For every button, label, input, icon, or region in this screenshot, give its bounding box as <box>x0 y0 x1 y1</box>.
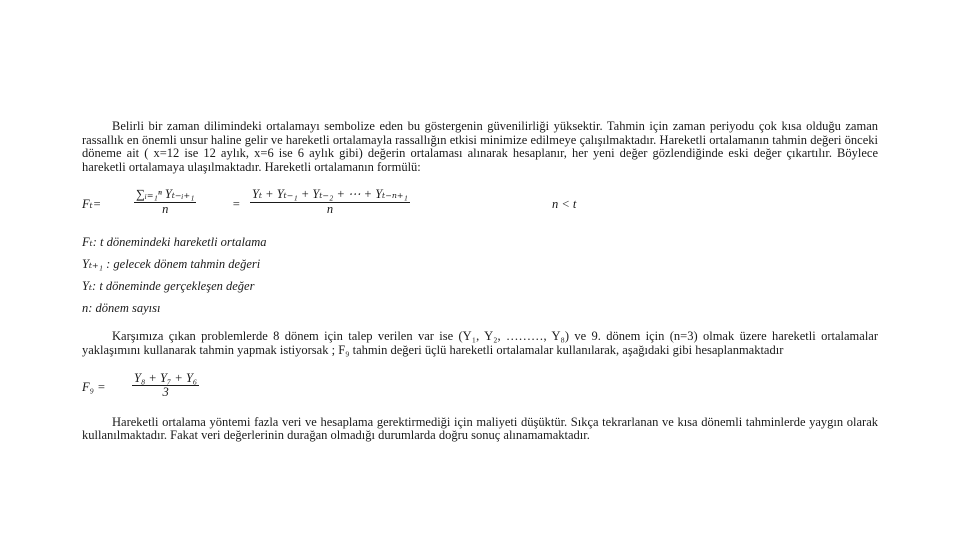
definition-item: n: dönem sayısı <box>82 301 161 316</box>
paragraph-conclusion: Hareketli ortalama yöntemi fazla veri ve hesaplama gerektirmediği için maliyeti düşüktür. Sıkça tekrarlanan ve kısa dönemli tahminlerde yaygın olarak kullanılmaktadır. Fakat veri değerlerinin durağan olmadığı durumlarda doğru sonuç alınamamaktadır. <box>82 414 878 443</box>
definition-item: Fₜ: t dönemindeki hareketli ortalama <box>82 235 267 250</box>
paragraph-intro: Belirli bir zaman dilimindeki ortalamayı sembolize eden bu göstergenin güvenilirliği yüksektir. Tahmin için zaman periyodu çok kısa olduğu zaman rassallık en önemli unsur haline gelir ve hareketli ortalamayla rassallığın etkisi minimize edilmeye çalışılmaktadır. Hareketli ortalamanın tahmin değeri önceki döneme ait ( x=12 ise 12 aylık, x=6 ise 6 aylık gibi) değerin ortalaması alınarak hesaplanır, her yeni değer gözlendiğinde eski değer çıkartılır. Böylece hareketli ortalamaya ulaşılmaktadır. Hareketli ortalamanın formülü: <box>82 119 878 174</box>
definition-item: Yₜ₊₁ : gelecek dönem tahmin değeri <box>82 257 261 272</box>
formula-sum-fraction: $\frac{\text{∑ᵢ₌₁ⁿ Yₜ₋ᵢ₊₁}}{n}$ <box>136 187 195 216</box>
document-body <box>82 120 878 443</box>
f9-lhs: F₉ = <box>82 379 106 394</box>
f9-formula <box>82 372 878 406</box>
paragraph-example: Karşımıza çıkan problemlerde 8 dönem için talep verilen var ise (Y₁, Y₂, ………, Y₈) ve 9. dönem için (n=3) olmak üzere hareketli ortalamalar yaklaşımını kullanarak tahmin yapmak istiyorsak ; F₉ tahmin değeri üçlü hareketli ortalamalar kullanılarak, aşağıdaki gibi hesaplanmaktadır <box>82 329 878 357</box>
formula-lhs: Fₜ= <box>82 197 102 212</box>
formula-condition: n < t <box>552 197 577 212</box>
formula-equals: = <box>232 197 241 212</box>
formula-expanded-fraction: $\frac{\text{Yₜ + Yₜ₋₁ + Yₜ₋₂ + ⋯ + Yₜ₋ₙ₊₁}}{n}$ <box>252 187 408 216</box>
f9-fraction: $\frac{\text{Y₈ + Y₇ + Y₆}}{3}$ <box>134 370 198 400</box>
definition-item: Yₜ: t döneminde gerçekleşen değer <box>82 279 255 294</box>
moving-average-formula <box>82 188 878 222</box>
definitions-list <box>82 236 878 324</box>
